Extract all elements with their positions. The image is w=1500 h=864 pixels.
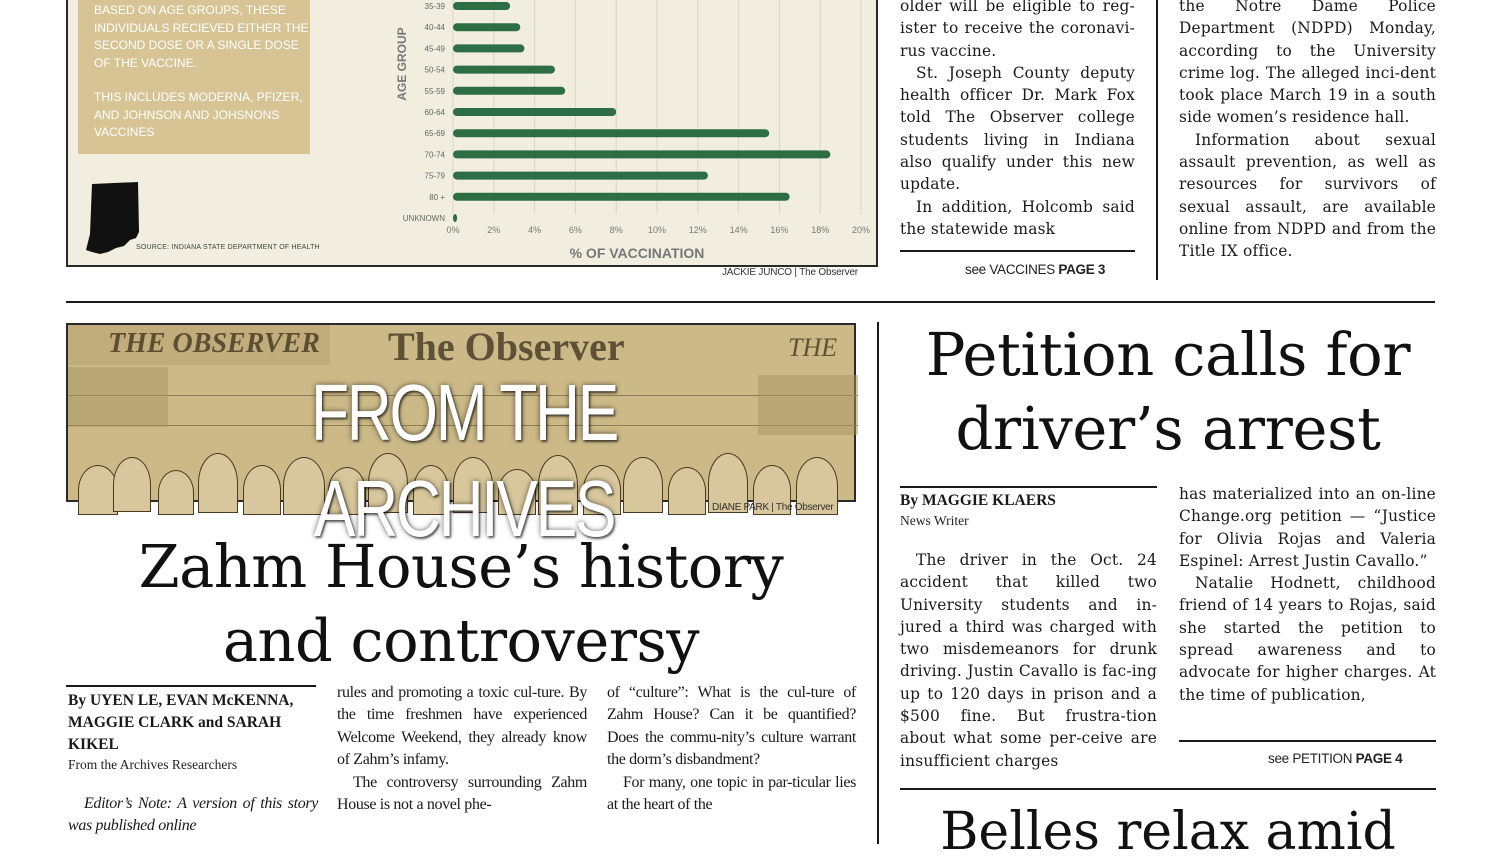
x-tick-label: 0%	[446, 225, 460, 235]
divider	[900, 486, 1157, 488]
zahm-role: From the Archives Researchers	[68, 757, 238, 772]
article-paragraph: The driver in the Oct. 24 accident that killed two University students and in-jured a third was charged with two misdemeanors for drunk driving. Justin Cavallo is fac-ing up to 120 days in prison and a $500 fine. But frustra-tion about what some per-ceive are insufficient charges	[900, 551, 1157, 770]
bar-chart	[318, 0, 878, 269]
section-divider	[66, 301, 1435, 303]
article-paragraph: the Notre Dame Police Department (NDPD) Monday, according to the University crime log. The alleged inci-dent took place March 19 in a south side women’s residence hall.	[1179, 0, 1436, 127]
masthead-left: THE OBSERVER	[108, 328, 320, 359]
petition-column-2	[1179, 483, 1436, 706]
divider	[900, 250, 1135, 252]
x-tick-label: 4%	[528, 225, 542, 235]
masthead-center: The Observer	[388, 324, 625, 369]
x-axis-title: % OF VACCINATION	[569, 245, 705, 261]
bar	[453, 108, 616, 116]
category-label: 65-69	[424, 129, 445, 139]
bar	[453, 2, 510, 10]
category-label: UNKNOWN	[402, 214, 445, 223]
x-tick-label: 8%	[609, 225, 623, 235]
bar	[453, 23, 520, 31]
chart-note-text: BASED ON AGE GROUPS, THESE INDIVIDUALS RECIEVED EITHER THE SECOND DOSE OR A SINGLE DOSE OF THE VACCINE.	[94, 3, 309, 70]
column-divider	[1156, 0, 1158, 280]
divider	[66, 685, 316, 687]
article-paragraph: Information about sexual assault prevention, as well as resources for survivors of sexual assault, are available online from NDPD and from the Title IX office.	[1179, 130, 1436, 261]
bar	[453, 172, 708, 180]
article-paragraph: Natalie Hodnett, childhood friend of 14 years to Rojas, said she started the petition to spread awareness and to advocate for higher charges. At the time of publication,	[1179, 574, 1436, 704]
category-label: 35-39	[424, 2, 445, 11]
x-tick-label: 14%	[729, 225, 748, 235]
ndpd-article-text	[1179, 0, 1436, 263]
belles-headline: Belles relax amid	[940, 802, 1396, 862]
bar	[453, 87, 565, 95]
bar	[453, 44, 524, 52]
column-divider	[877, 322, 879, 844]
petition-byline: By MAGGIE KLAERS	[900, 492, 1056, 509]
article-paragraph: In addition, Holcomb said the statewide mask	[900, 197, 1135, 238]
bar	[453, 129, 769, 137]
article-paragraph: For many, one topic in par-ticular lies at the heart of the	[607, 773, 856, 814]
banner-credit: DIANE PARK | The Observer	[712, 502, 834, 513]
chart-note-text: THIS INCLUDES MODERNA, PFIZER, AND JOHNSON AND JOHSNONS VACCINES	[94, 90, 303, 139]
chart-note-box	[78, 0, 310, 154]
zahm-byline: By UYEN LE, EVAN McKENNA, MAGGIE CLARK and SARAH KIKEL	[68, 692, 294, 753]
article-paragraph: The controversy surrounding Zahm House is not a novel phe-	[337, 773, 587, 814]
x-tick-label: 20%	[851, 225, 871, 235]
category-label: 55-59	[424, 86, 445, 96]
vaccination-chart-panel	[66, 0, 878, 267]
category-label: 80 +	[429, 192, 445, 202]
bar	[453, 214, 457, 222]
divider	[1179, 740, 1436, 742]
x-tick-label: 10%	[647, 225, 667, 235]
y-axis-title: AGE GROUP	[395, 27, 409, 101]
masthead-right: THE	[788, 333, 838, 362]
bar	[453, 150, 830, 158]
x-tick-label: 6%	[568, 225, 582, 235]
article-paragraph: of “culture”: What is the cul-ture of Zahm House? Can it be quantified? Does the commu-nity’s culture warrant the dorm’s disbandment?	[607, 684, 856, 769]
x-tick-label: 18%	[811, 225, 830, 235]
indiana-state-icon	[86, 182, 142, 256]
article-paragraph: has materialized into an on-line Change.org petition — “Justice for Olivia Rojas and Valeria Espinel: Arrest Justin Cavallo.”	[1179, 485, 1436, 570]
category-label: 70-74	[424, 150, 445, 160]
petition-column-1	[900, 549, 1157, 772]
zahm-headline: Zahm House’s history and controversy	[138, 532, 784, 675]
x-tick-label: 12%	[688, 225, 707, 235]
petition-headline: Petition calls for driver’s arrest	[925, 320, 1411, 463]
divider	[900, 788, 1436, 790]
category-label: 75-79	[424, 171, 445, 181]
category-label: 50-54	[424, 65, 445, 75]
petition-jump-link[interactable]: see PETITION PAGE 4	[1268, 751, 1403, 766]
category-label: 45-49	[424, 44, 445, 54]
zahm-column-2	[337, 682, 587, 816]
vaccines-jump-link[interactable]: see VACCINES PAGE 3	[965, 262, 1106, 277]
category-label: 40-44	[424, 23, 445, 33]
zahm-editor-note: Editor’s Note: A version of this story was published online	[68, 795, 318, 835]
article-paragraph: rules and promoting a toxic cul-ture. By the time freshmen have experienced Welcome Weekend, they already know of Zahm’s infamy.	[337, 684, 587, 769]
x-tick-label: 16%	[770, 225, 789, 235]
article-paragraph: older will be eligible to reg-ister to receive the coronavi-rus vaccine.	[900, 0, 1135, 60]
chart-credit: JACKIE JUNCO | The Observer	[722, 267, 858, 278]
archives-title: FROM THE ARCHIVES	[310, 368, 617, 553]
article-paragraph: St. Joseph County deputy health officer Dr. Mark Fox told The Observer college students living in Indiana also qualify under this new update.	[900, 63, 1135, 194]
zahm-column-3	[607, 682, 856, 816]
petition-role: News Writer	[900, 513, 969, 528]
bar	[453, 193, 790, 201]
vaccine-article-text	[900, 0, 1135, 240]
bar	[453, 66, 555, 74]
chart-source: SOURCE: INDIANA STATE DEPARTMENT OF HEALTH	[136, 244, 320, 251]
category-label: 60-64	[424, 108, 445, 117]
x-tick-label: 2%	[487, 225, 501, 235]
